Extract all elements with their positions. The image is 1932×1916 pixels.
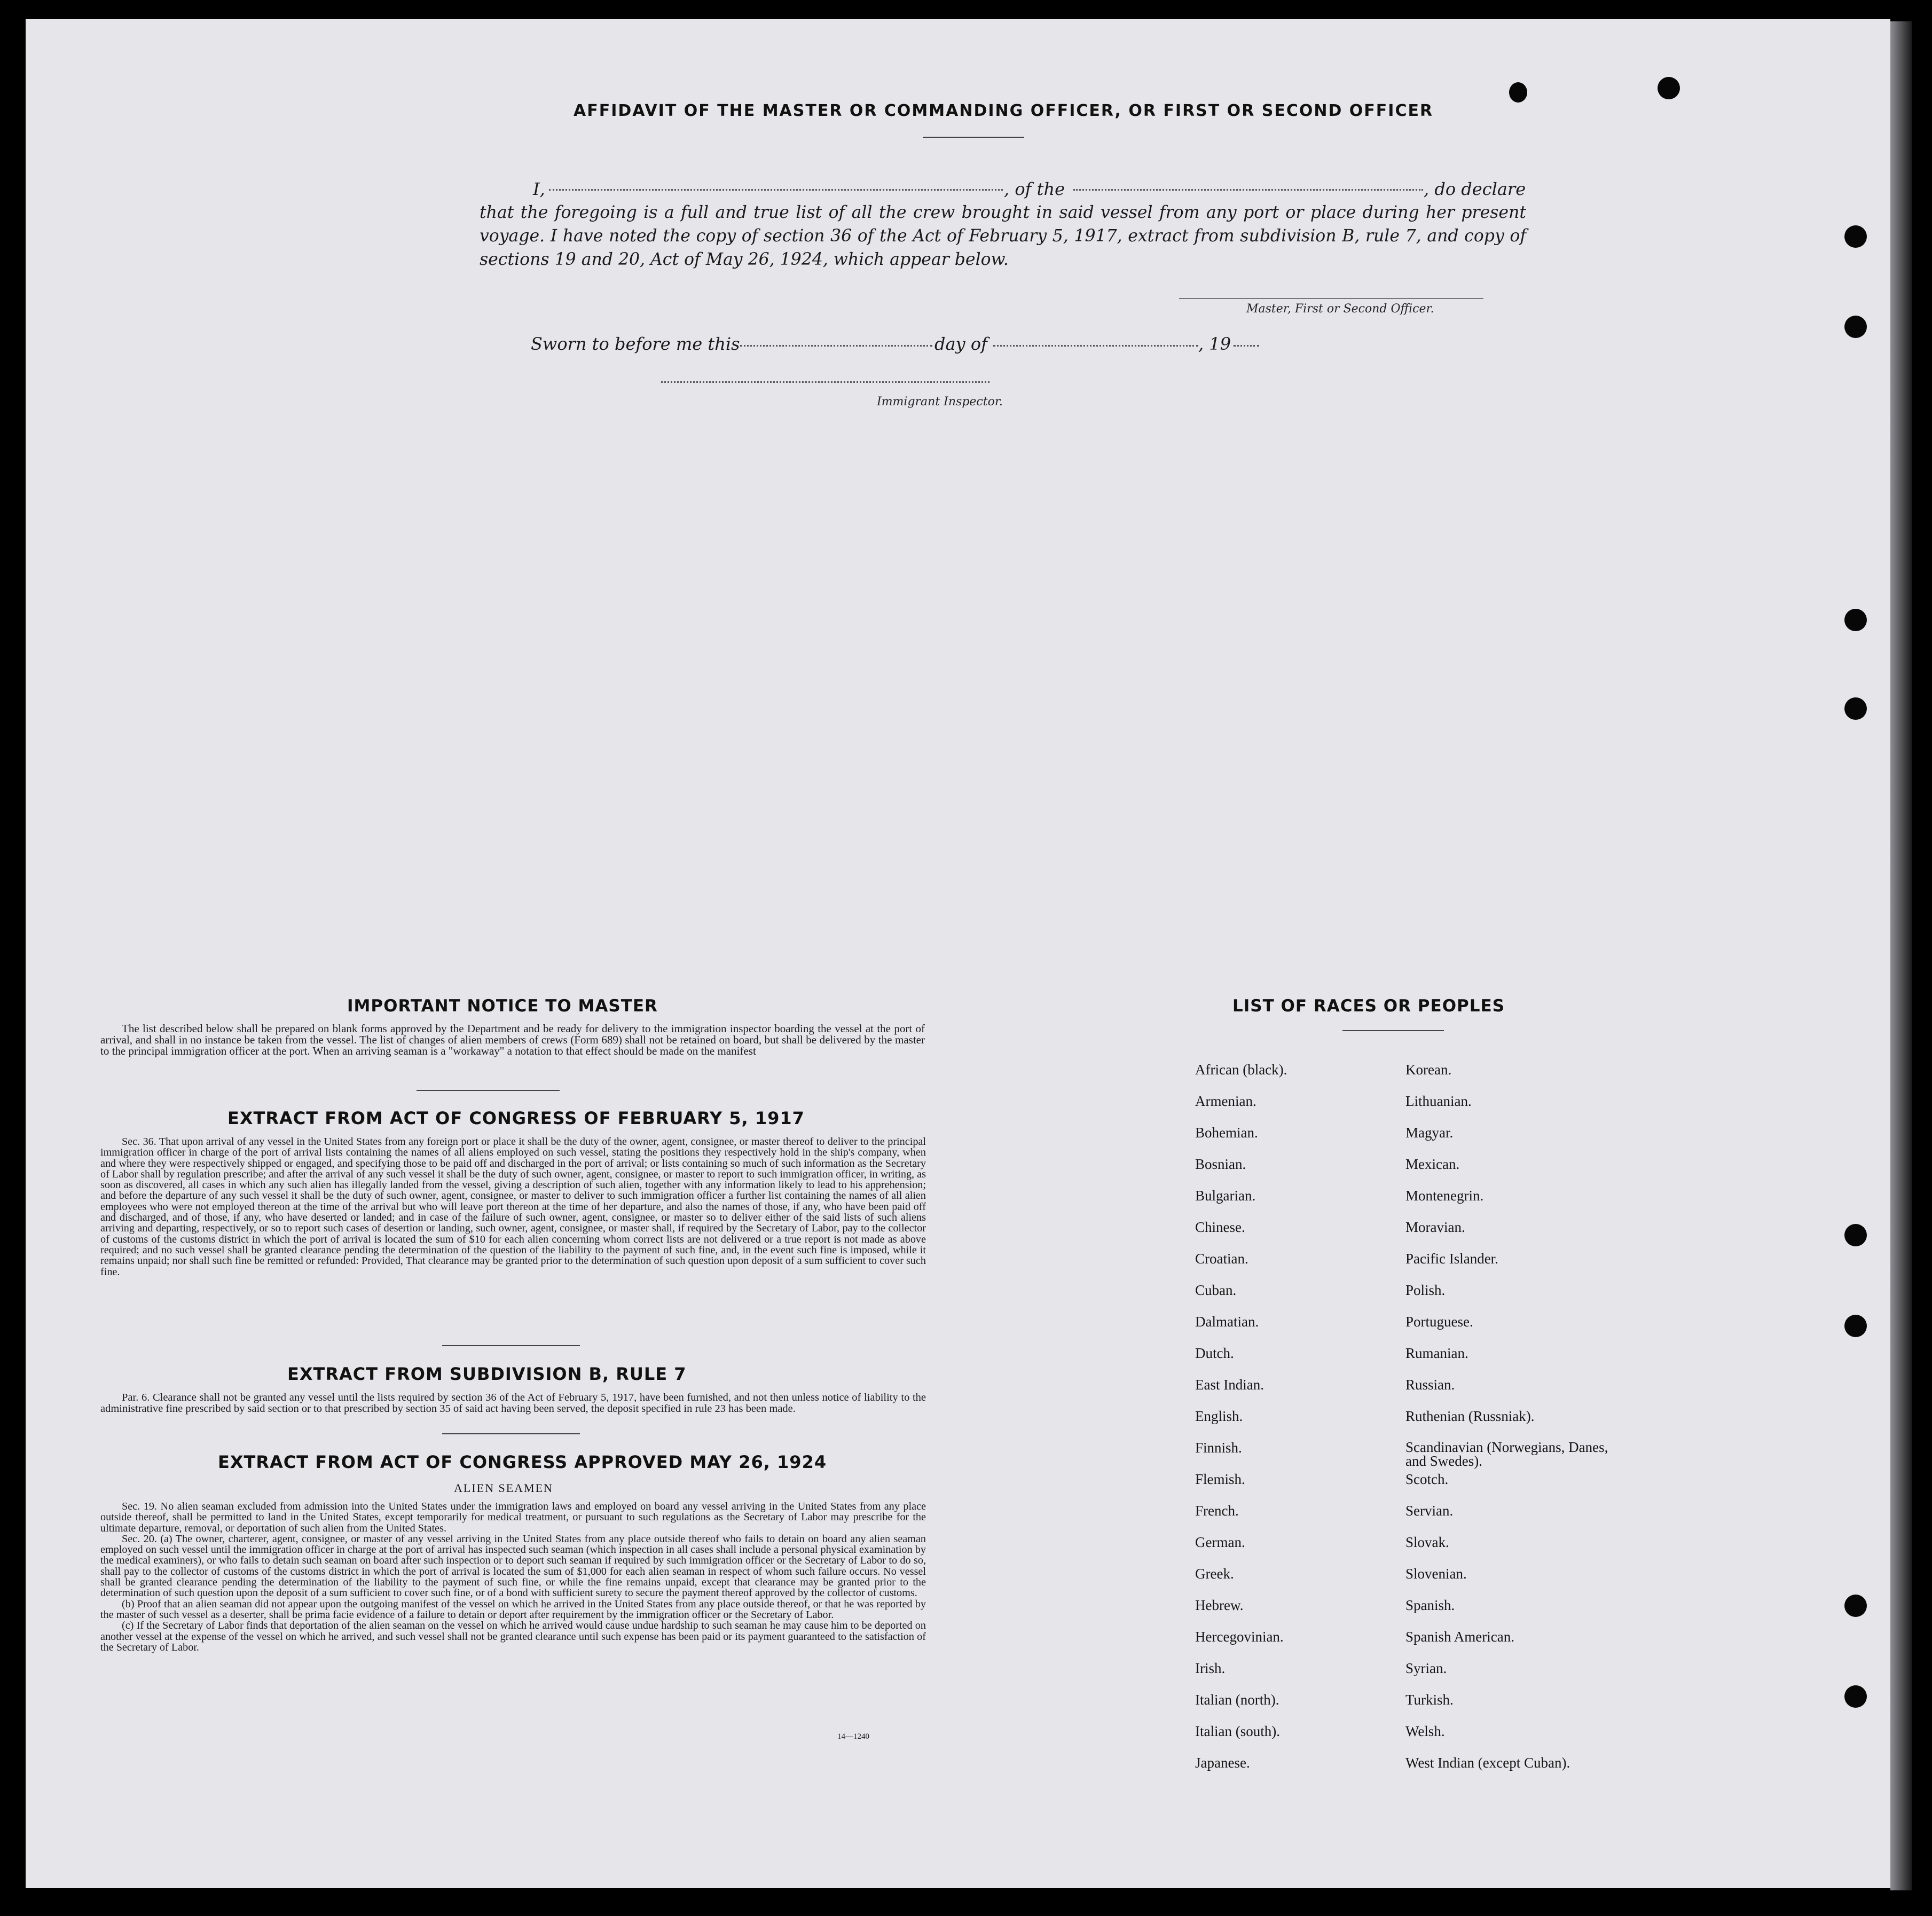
punch-hole-icon bbox=[1844, 1315, 1867, 1337]
race-item: Moravian. bbox=[1405, 1219, 1465, 1235]
race-item: Dutch. bbox=[1195, 1345, 1234, 1361]
race-item: Flemish. bbox=[1195, 1471, 1245, 1487]
race-item: Rumanian. bbox=[1405, 1345, 1468, 1361]
races-title: LIST OF RACES OR PEOPLES bbox=[1232, 996, 1505, 1016]
race-item: Irish. bbox=[1195, 1660, 1226, 1676]
punch-hole-icon bbox=[1844, 697, 1867, 720]
race-item: English. bbox=[1195, 1408, 1243, 1424]
race-item: Spanish American. bbox=[1405, 1629, 1514, 1645]
sworn-year-field[interactable] bbox=[1234, 345, 1259, 347]
affidavit-title: AFFIDAVIT OF THE MASTER OR COMMANDING OFFICER, OR FIRST OR SECOND OFFICER bbox=[574, 101, 1434, 120]
punch-hole-icon bbox=[1844, 609, 1867, 631]
race-item: Syrian. bbox=[1405, 1660, 1447, 1676]
race-item: Armenian. bbox=[1195, 1093, 1256, 1109]
race-item: Scotch. bbox=[1405, 1471, 1449, 1487]
notice-title: IMPORTANT NOTICE TO MASTER bbox=[347, 996, 658, 1016]
race-item: West Indian (except Cuban). bbox=[1405, 1755, 1570, 1771]
inspector-signature-line[interactable] bbox=[661, 381, 989, 383]
race-item: Croatian. bbox=[1195, 1251, 1248, 1267]
par-6-paragraph: Par. 6. Clearance shall not be granted any vessel until the lists required by section 36 of the Act of February 5, 1917, have been furnished, and not then unless notice of liability to the administrative fine prescribed by said section or to that prescribed by section 35 of said act having been served, the deposit specified in rule 23 has been made. bbox=[100, 1392, 926, 1415]
race-item: Italian (south). bbox=[1195, 1723, 1280, 1739]
sworn-year-label: , 19 bbox=[1198, 334, 1231, 354]
race-item: Japanese. bbox=[1195, 1755, 1250, 1771]
races-title-rule bbox=[1342, 1030, 1444, 1031]
form-page bbox=[26, 19, 1890, 1888]
affidavit-statement: that the foregoing is a full and true list of all the crew brought in said vessel from any port or place during her present voyage. I have noted the copy of section 36 of the Act of February 5, 1917, extract from subdivision B, rule 7, and copy of sections 19 and 20, Act of May 26, 1924, which appear below. bbox=[480, 203, 1526, 269]
punch-hole-icon bbox=[1844, 316, 1867, 338]
race-item: Welsh. bbox=[1405, 1723, 1445, 1739]
race-item: Mexican. bbox=[1405, 1156, 1460, 1172]
race-item: African (black). bbox=[1195, 1062, 1287, 1078]
master-signature-line[interactable] bbox=[1179, 298, 1483, 299]
master-caption: Master, First or Second Officer. bbox=[1246, 302, 1434, 316]
sheet-edge-shadow bbox=[1890, 21, 1912, 1890]
race-item: East Indian. bbox=[1195, 1377, 1264, 1393]
race-item: Hercegovinian. bbox=[1195, 1629, 1284, 1645]
race-item: Portuguese. bbox=[1405, 1314, 1473, 1330]
race-item: German. bbox=[1195, 1534, 1245, 1550]
punch-hole-icon bbox=[1509, 82, 1527, 103]
race-item: Bohemian. bbox=[1195, 1125, 1258, 1141]
race-item: Bulgarian. bbox=[1195, 1188, 1256, 1204]
race-item: Finnish. bbox=[1195, 1440, 1242, 1456]
punch-hole-icon bbox=[1844, 1595, 1867, 1617]
rule7-title: EXTRACT FROM SUBDIVISION B, RULE 7 bbox=[287, 1364, 687, 1384]
punch-hole-icon bbox=[1844, 225, 1867, 248]
race-item: Cuban. bbox=[1195, 1282, 1237, 1298]
race-item: Hebrew. bbox=[1195, 1597, 1244, 1613]
race-item: Korean. bbox=[1405, 1062, 1452, 1078]
race-item: Turkish. bbox=[1405, 1692, 1454, 1708]
section-20b-paragraph: (b) Proof that an alien seaman did not appear upon the outgoing manifest of the vessel on which he arrived in the United States from any place outside thereof, or that he was reported by the master of such vessel as a deserter, shall be prima facie evidence of a failure to detain or deport after requirement by the immigration officer or the Secretary of Labor. bbox=[100, 1598, 926, 1621]
race-item: Slovak. bbox=[1405, 1534, 1449, 1550]
race-item: Italian (north). bbox=[1195, 1692, 1279, 1708]
race-item: Lithuanian. bbox=[1405, 1093, 1472, 1109]
race-item: Russian. bbox=[1405, 1377, 1455, 1393]
declarant-name-field[interactable] bbox=[549, 189, 1003, 191]
section-20c-paragraph: (c) If the Secretary of Labor finds that deportation of the alien seaman on the vessel on which he arrived would cause undue hardship to such seaman he may cause him to be deported on another vessel at the expense of the vessel on which he arrived, and such vessel shall not be granted clearance until such expense has been paid or its payment guaranteed to the satisfaction of the Secretary of Labor. bbox=[100, 1620, 926, 1653]
race-item: Servian. bbox=[1405, 1503, 1454, 1519]
race-item: French. bbox=[1195, 1503, 1239, 1519]
race-item: Polish. bbox=[1405, 1282, 1446, 1298]
rule7-divider bbox=[442, 1433, 580, 1434]
sworn-label: Sworn to before me this bbox=[531, 334, 740, 354]
extract-1917-body bbox=[100, 1136, 926, 1277]
of-the-label: , of the bbox=[1004, 179, 1065, 199]
race-item: Dalmatian. bbox=[1195, 1314, 1259, 1330]
extract-1924-body bbox=[100, 1501, 926, 1653]
alien-seamen-subtitle: ALIEN SEAMEN bbox=[454, 1481, 553, 1495]
extract-1917-divider bbox=[442, 1345, 580, 1346]
punch-hole-icon bbox=[1844, 1685, 1867, 1708]
race-item: Slovenian. bbox=[1405, 1566, 1467, 1582]
sworn-day-field[interactable] bbox=[740, 345, 932, 347]
affidavit-title-rule bbox=[923, 137, 1024, 138]
declarant-i-label: I, bbox=[533, 179, 545, 199]
vessel-name-field[interactable] bbox=[1073, 189, 1423, 191]
race-item: Montenegrin. bbox=[1405, 1188, 1484, 1204]
inspector-caption: Immigrant Inspector. bbox=[877, 395, 1003, 409]
extract-1924-title: EXTRACT FROM ACT OF CONGRESS APPROVED MAY 26, 1924 bbox=[218, 1452, 827, 1472]
do-declare-label: , do declare bbox=[1424, 179, 1526, 199]
race-item: Chinese. bbox=[1195, 1219, 1245, 1235]
notice-divider bbox=[417, 1090, 560, 1091]
section-19-paragraph: Sec. 19. No alien seaman excluded from admission into the United States under the immigration laws and employed on board any vessel arriving in the United States from any place outside thereof, shall be permitted to land in the United States, except temporarily for medical treatment, or pursuant to such regulations as the Secretary of Labor may prescribe for the ultimate departure, removal, or deportation of such alien from the United States. bbox=[100, 1501, 926, 1534]
race-item: Greek. bbox=[1195, 1566, 1234, 1582]
section-36-paragraph: Sec. 36. That upon arrival of any vessel in the United States from any foreign port or place it shall be the duty of the owner, agent, consignee, or master thereof to deliver to the principal immigration officer in charge of the port of arrival lists containing the names of all aliens employed on such vessel, stating the positions they respectively hold in the ship's company, when and where they were respectively shipped or engaged, and specifying those to be paid off and discharged in the port of arrival; or lists containing so much of such information as the Secretary of Labor shall by regulation prescribe; and after the arrival of any such vessel it shall be the duty of such owner, agent, consignee, or master to report to such immigration officer, in writing, as soon as discovered, all cases in which any such alien has illegally landed from the vessel, giving a description of such alien, together with any information likely to lead to his apprehension; and before the departure of any such vessel it shall be the duty of such owner, agent, consignee, or master to deliver to such immigration officer a further list containing the names of all alien employees who were not employed thereon at the time of the arrival but who will leave port thereon at the time of her departure, and also the names of those, if any, who have been paid off and discharged, and of those, if any, who have deserted or landed; and in case of the failure of such owner, agent, consignee, or master so to deliver either of the said lists of such aliens arriving and departing, respectively, or so to report such cases of desertion or landing, such owner, agent, consignee, or master shall, if required by the Secretary of Labor, pay to the collector of customs of the customs district in which the port of arrival is located the sum of $10 for each alien concerning whom correct lists are not delivered or a true report is not made as above required; and no such vessel shall be granted clearance pending the determination of the question of the liability to the payment of such fine, and, in the event such fine is imposed, while it remains unpaid; nor shall such fine be remitted or refunded: Provided, That clearance may be granted prior to the determination of such question upon deposit of a sum sufficient to cover such fine. bbox=[100, 1136, 926, 1278]
notice-paragraph: The list described below shall be prepared on blank forms approved by the Department and be ready for delivery to the immigration inspector boarding the vessel at the port of arrival, and shall in no instance be taken from the vessel. The list of changes of alien members of crews (Form 689) shall not be retained on board, but shall be delivered by the master to the principal immigration officer at the port. When an arriving seaman is a "workaway" a notation to that effect should be made on the manifest bbox=[100, 1022, 925, 1057]
races-list bbox=[1195, 1062, 1676, 1787]
punch-hole-icon bbox=[1658, 77, 1680, 99]
sworn-day-of-label: day of bbox=[934, 334, 987, 354]
race-item: Magyar. bbox=[1405, 1125, 1454, 1141]
punch-hole-icon bbox=[1844, 1224, 1867, 1246]
race-item: Ruthenian (Russniak). bbox=[1405, 1408, 1535, 1424]
race-item: Bosnian. bbox=[1195, 1156, 1246, 1172]
rule7-body bbox=[100, 1392, 926, 1415]
race-item: Scandinavian (Norwegians, Danes, and Swedes). bbox=[1405, 1439, 1608, 1469]
sworn-month-field[interactable] bbox=[993, 345, 1198, 347]
race-item: Pacific Islander. bbox=[1405, 1251, 1498, 1267]
race-item: Spanish. bbox=[1405, 1597, 1455, 1613]
section-20a-paragraph: Sec. 20. (a) The owner, charterer, agent, consignee, or master of any vessel arriving in the United States from any place outside thereof who fails to detain on board any alien seaman employed on such vessel until the immigration officer in charge at the port of arrival has inspected such seaman (which inspection in all cases shall include a personal physical examination by the medical examiners), or who fails to detain such seaman on board after such inspection or to deport such seaman if required by such immigration officer or the Secretary of Labor to do so, shall pay to the collector of customs of the customs district in which the port of arrival is located the sum of $1,000 for each alien seaman in respect of whom such failure occurs. No vessel shall be granted clearance pending the determination of the liability to the payment of such fine, or while the fine remains unpaid, except that clearance may be granted prior to the determination of such question upon the deposit of a sum sufficient to cover such fine, or of a bond with sufficient surety to secure the payment thereof approved by the collector of customs. bbox=[100, 1533, 926, 1599]
form-number: 14—1240 bbox=[837, 1732, 869, 1741]
extract-1917-title: EXTRACT FROM ACT OF CONGRESS OF FEBRUARY 5, 1917 bbox=[227, 1108, 805, 1128]
notice-body bbox=[100, 1023, 925, 1057]
